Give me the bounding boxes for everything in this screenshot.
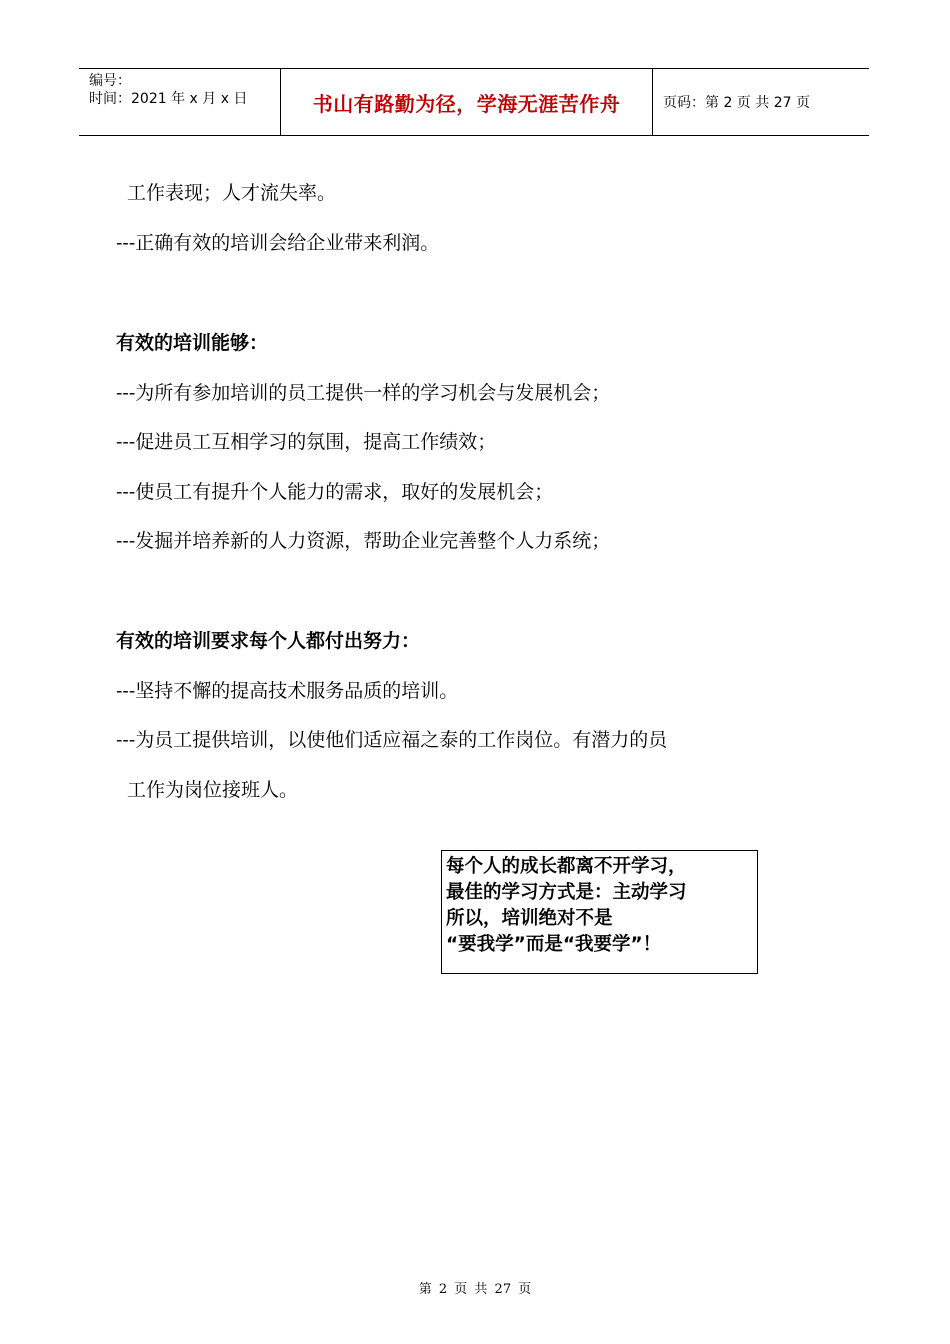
list-item: ---为所有参加培训的员工提供一样的学习机会与发展机会；: [116, 382, 611, 404]
list-item: ---为员工提供培训，以使他们适应福之泰的工作岗位。有潜力的员: [116, 729, 668, 751]
header-meta: [79, 69, 281, 135]
body-line: ---正确有效的培训会给企业带来利润。: [116, 232, 440, 254]
document-date: 时间：2021 年 x 月 x 日: [89, 91, 248, 107]
list-item: ---使员工有提升个人能力的需求，取好的发展机会；: [116, 481, 554, 503]
callout-line: 每个人的成长都离不开学习，: [446, 856, 687, 877]
callout-box: [441, 850, 758, 974]
page-header: [79, 68, 869, 136]
section-heading: 有效的培训能够：: [116, 332, 269, 354]
page-footer: 第 2 页 共 27 页: [418, 1282, 532, 1297]
list-item: ---促进员工互相学习的氛围，提高工作绩效；: [116, 431, 497, 453]
list-item: 工作为岗位接班人。: [127, 779, 299, 801]
callout-line: 最佳的学习方式是：主动学习: [446, 882, 687, 903]
body-line: 工作表现；人才流失率。: [127, 182, 337, 204]
callout-line: “要我学”而是“我要学”！: [446, 934, 662, 955]
section-heading: 有效的培训要求每个人都付出努力：: [116, 630, 421, 652]
list-item: ---发掘并培养新的人力资源，帮助企业完善整个人力系统；: [116, 530, 611, 552]
header-page-info: 页码：第 2 页 共 27 页: [663, 95, 810, 111]
document-number-label: 编号：: [89, 73, 131, 89]
header-motto: 书山有路勤为径，学海无涯苦作舟: [281, 69, 653, 135]
list-item: ---坚持不懈的提高技术服务品质的培训。: [116, 680, 459, 702]
callout-line: 所以，培训绝对不是: [446, 908, 613, 929]
